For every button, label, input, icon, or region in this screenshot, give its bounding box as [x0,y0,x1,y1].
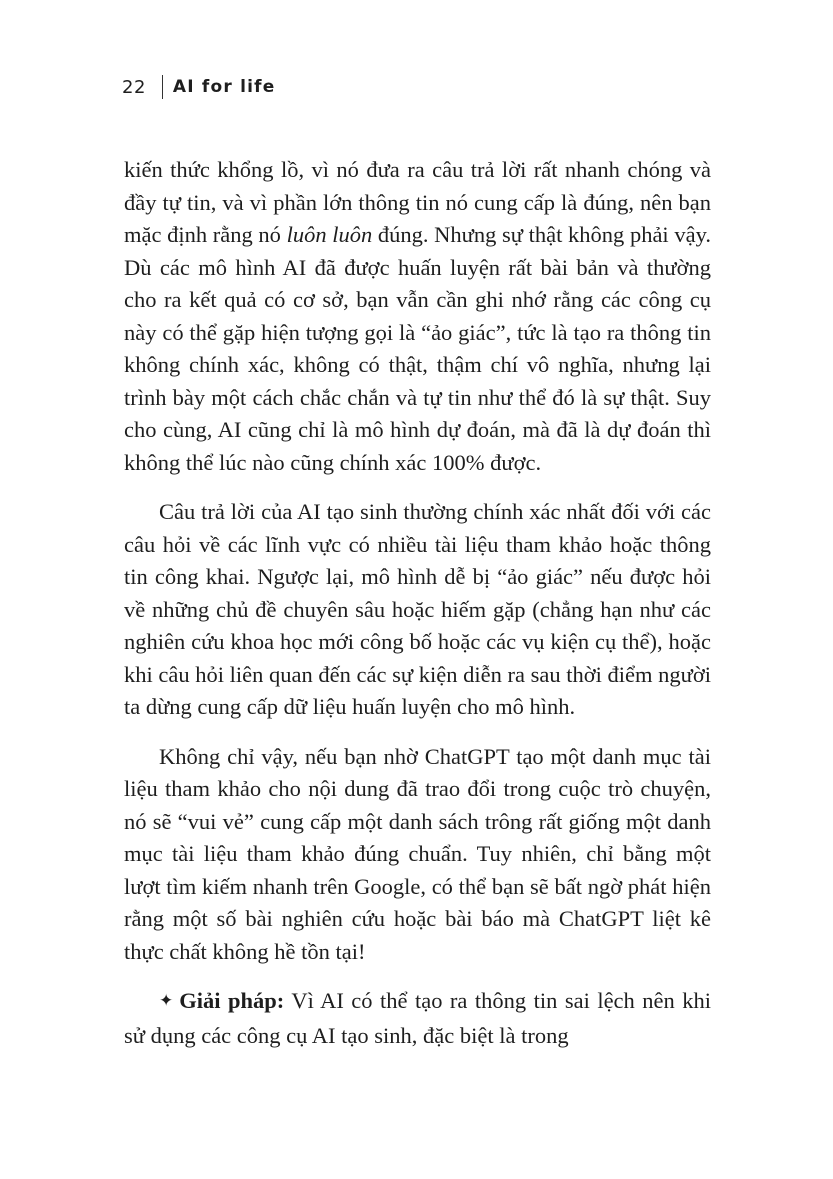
paragraph-3: Không chỉ vậy, nếu bạn nhờ ChatGPT tạo một danh mục tài liệu tham khảo cho nội dung đã trao đổi trong cuộc trò chuyện, nó sẽ “vui vẻ” cung cấp một danh sách trông rất giống một danh mục tài liệu tham khảo đúng chuẩn. Tuy nhiên, chỉ bằng một lượt tìm kiếm nhanh trên Google, có thể bạn sẽ bất ngờ phát hiện rằng một số bài nghiên cứu hoặc bài báo mà ChatGPT liệt kê thực chất không hề tồn tại! [124,743,711,964]
solution-label: Giải pháp: [179,988,285,1013]
emphasis-text: luôn luôn [286,222,373,247]
sparkle-icon: ✦ [159,991,174,1011]
paragraph-1 [124,154,711,479]
book-title: AI for life [172,77,276,97]
solution-text: Vì AI có thể tạo ra thông tin sai lệch nên khi sử dụng các công cụ AI tạo sinh, đặc biệt là trong [124,988,711,1048]
page-body [124,154,711,1069]
paragraph-solution [124,985,711,1052]
paragraph-1-part-b: đúng. Nhưng sự thật không phải vậy. Dù các mô hình AI đã được huấn luyện rất bài bản và thường cho ra kết quả có cơ sở, bạn vẫn cần ghi nhớ rằng các công cụ này có thể gặp hiện tượng gọi là “ảo giác”, tức là tạo ra thông tin không chính xác, không có thật, thậm chí vô nghĩa, nhưng lại trình bày một cách chắc chắn và tự tin như thể đó là sự thật. Suy cho cùng, AI cũng chỉ là mô hình dự đoán, mà đã là dự đoán thì không thể lúc nào cũng chính xác 100% được. [124,222,711,475]
header-divider [162,75,163,99]
paragraph-1-part-a: kiến thức khổng lồ, vì nó đưa ra câu trả lời rất nhanh chóng và đầy tự tin, và vì phần lớn thông tin nó cung cấp là đúng, nên bạn mặc định rằng nó [124,157,711,247]
page-number: 22 [122,76,146,98]
running-header [122,72,275,102]
paragraph-2: Câu trả lời của AI tạo sinh thường chính xác nhất đối với các câu hỏi về các lĩnh vực có nhiều tài liệu tham khảo hoặc thông tin công khai. Ngược lại, mô hình dễ bị “ảo giác” nếu được hỏi về những chủ đề chuyên sâu hoặc hiếm gặp (chẳng hạn như các nghiên cứu khoa học mới công bố hoặc các vụ kiện cụ thể), hoặc khi câu hỏi liên quan đến các sự kiện diễn ra sau thời điểm người ta dừng cung cấp dữ liệu huấn luyện cho mô hình. [124,499,711,719]
